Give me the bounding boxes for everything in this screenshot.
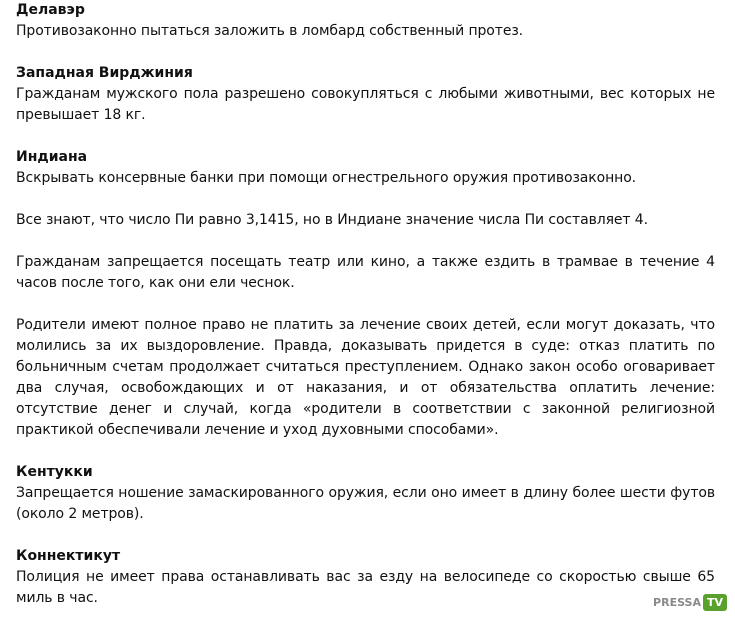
section-paragraph: Противозаконно пытаться заложить в ломбард собственный протез. [16,23,524,39]
section-kentucky [16,462,715,525]
section-heading: Делавэр [16,2,85,18]
section-heading: Коннектикут [16,548,121,564]
section-paragraph: Гражданам мужского пола разрешено совокупляться с любыми животными, вес которых не превышает 18 кг. [16,86,715,123]
section-delaware [16,0,715,42]
section-heading: Кентукки [16,464,93,480]
section-paragraph: Родители имеют полное право не платить за лечение своих детей, если могут доказать, что молились за их выздоровление. Правда, доказывать придется в суде: отказ платить по больничным счетам продолжает считаться преступлением. Однако закон особо оговаривает два случая, освобождающих и от наказания, и от обязательства оплатить лечение: отсутствие денег и случай, когда «родители в соответствии с законной религиозной практикой обеспечивали лечение и уход духовными способами». [16,317,715,438]
section-paragraph: Вскрывать консервные банки при помощи огнестрельного оружия противозаконно. [16,170,637,186]
document-body [16,0,715,630]
section-heading: Индиана [16,149,88,165]
watermark-tv-badge: TV [703,594,727,611]
section-heading: Западная Вирджиния [16,65,193,81]
section-west-virginia [16,63,715,126]
pressa-tv-watermark-logo [653,592,727,612]
section-connecticut [16,546,715,609]
section-paragraph: Запрещается ношение замаскированного оружия, если оно имеет в длину более шести футов (около 2 метров). [16,485,715,522]
section-paragraph: Гражданам запрещается посещать театр или кино, а также ездить в трамвае в течение 4 часов после того, как они ели чеснок. [16,254,715,291]
section-paragraph: Полиция не имеет права останавливать вас за езду на велосипеде со скоростью свыше 65 миль в час. [16,569,715,606]
section-paragraph: Все знают, что число Пи равно 3,1415, но в Индиане значение числа Пи составляет 4. [16,212,648,228]
watermark-brand: PRESSA [653,595,701,609]
section-indiana [16,147,715,441]
